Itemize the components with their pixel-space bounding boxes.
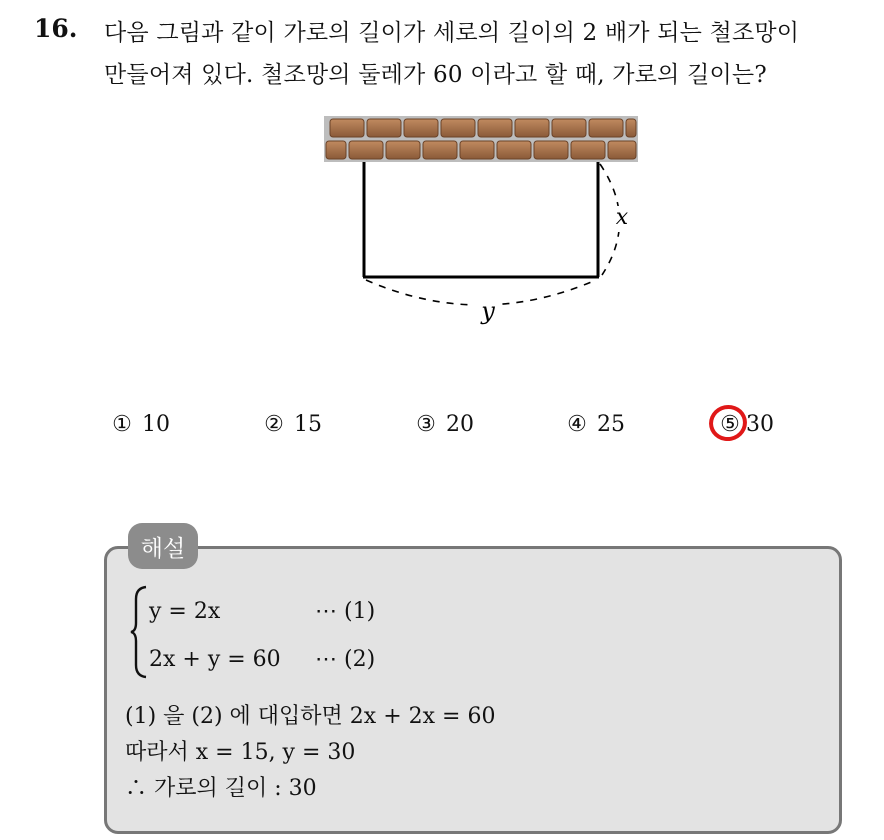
question-text-line-2: 만들어져 있다. 철조망의 둘레가 60 이라고 할 때, 가로의 길이는? xyxy=(104,62,767,88)
brick xyxy=(404,119,438,137)
choice-3[interactable] xyxy=(414,412,474,437)
choice-3-value: 20 xyxy=(446,412,474,437)
brick xyxy=(534,141,568,159)
brick xyxy=(552,119,586,137)
choice-4-mark: ④ xyxy=(567,412,587,437)
brick xyxy=(441,119,475,137)
brick xyxy=(571,141,605,159)
brick xyxy=(589,119,623,137)
answer-choices xyxy=(0,412,884,448)
choice-3-mark: ③ xyxy=(416,412,436,437)
brick xyxy=(423,141,457,159)
equation-1-ref: ⋯ (1) xyxy=(315,599,376,624)
choice-4[interactable] xyxy=(565,412,625,437)
system-brace xyxy=(129,585,149,679)
solution-line-2: 따라서 x = 15, y = 30 xyxy=(125,740,356,765)
brick xyxy=(460,141,494,159)
brick xyxy=(330,119,364,137)
x-label: x xyxy=(615,205,629,230)
equation-1: y = 2x xyxy=(149,599,221,624)
choice-2-value: 15 xyxy=(294,412,322,437)
brick xyxy=(349,141,383,159)
selected-answer-circle xyxy=(706,401,751,444)
brick-wall xyxy=(324,116,638,162)
brick xyxy=(515,119,549,137)
equation-2: 2x + y = 60 xyxy=(149,647,281,672)
question-number: 16. xyxy=(34,14,78,43)
solution-tag: 해설 xyxy=(128,523,198,569)
fence-figure xyxy=(320,112,650,342)
brick xyxy=(497,141,531,159)
brick xyxy=(626,119,636,137)
choice-1-value: 10 xyxy=(142,412,170,437)
choice-5[interactable] xyxy=(718,412,774,437)
brick xyxy=(608,141,636,159)
brick xyxy=(326,141,346,159)
solution-line-1: (1) 을 (2) 에 대입하면 2x + 2x = 60 xyxy=(125,704,496,729)
choice-2-mark: ② xyxy=(264,412,284,437)
brick xyxy=(478,119,512,137)
choice-2[interactable] xyxy=(262,412,322,437)
question-text-line-1: 다음 그림과 같이 가로의 길이가 세로의 길이의 2 배가 되는 철조망이 xyxy=(104,20,800,46)
choice-5-value: 30 xyxy=(746,412,774,437)
equation-2-ref: ⋯ (2) xyxy=(315,647,376,672)
brick xyxy=(386,141,420,159)
choice-5-mark: ⑤ xyxy=(718,412,742,437)
choice-1-mark: ① xyxy=(112,412,132,437)
choice-4-value: 25 xyxy=(597,412,625,437)
y-label: y xyxy=(481,297,495,325)
fence-diagram xyxy=(320,112,650,342)
choice-1[interactable] xyxy=(110,412,170,437)
solution-box xyxy=(104,546,842,834)
brick xyxy=(367,119,401,137)
solution-line-3: ∴ 가로의 길이 : 30 xyxy=(125,776,317,801)
